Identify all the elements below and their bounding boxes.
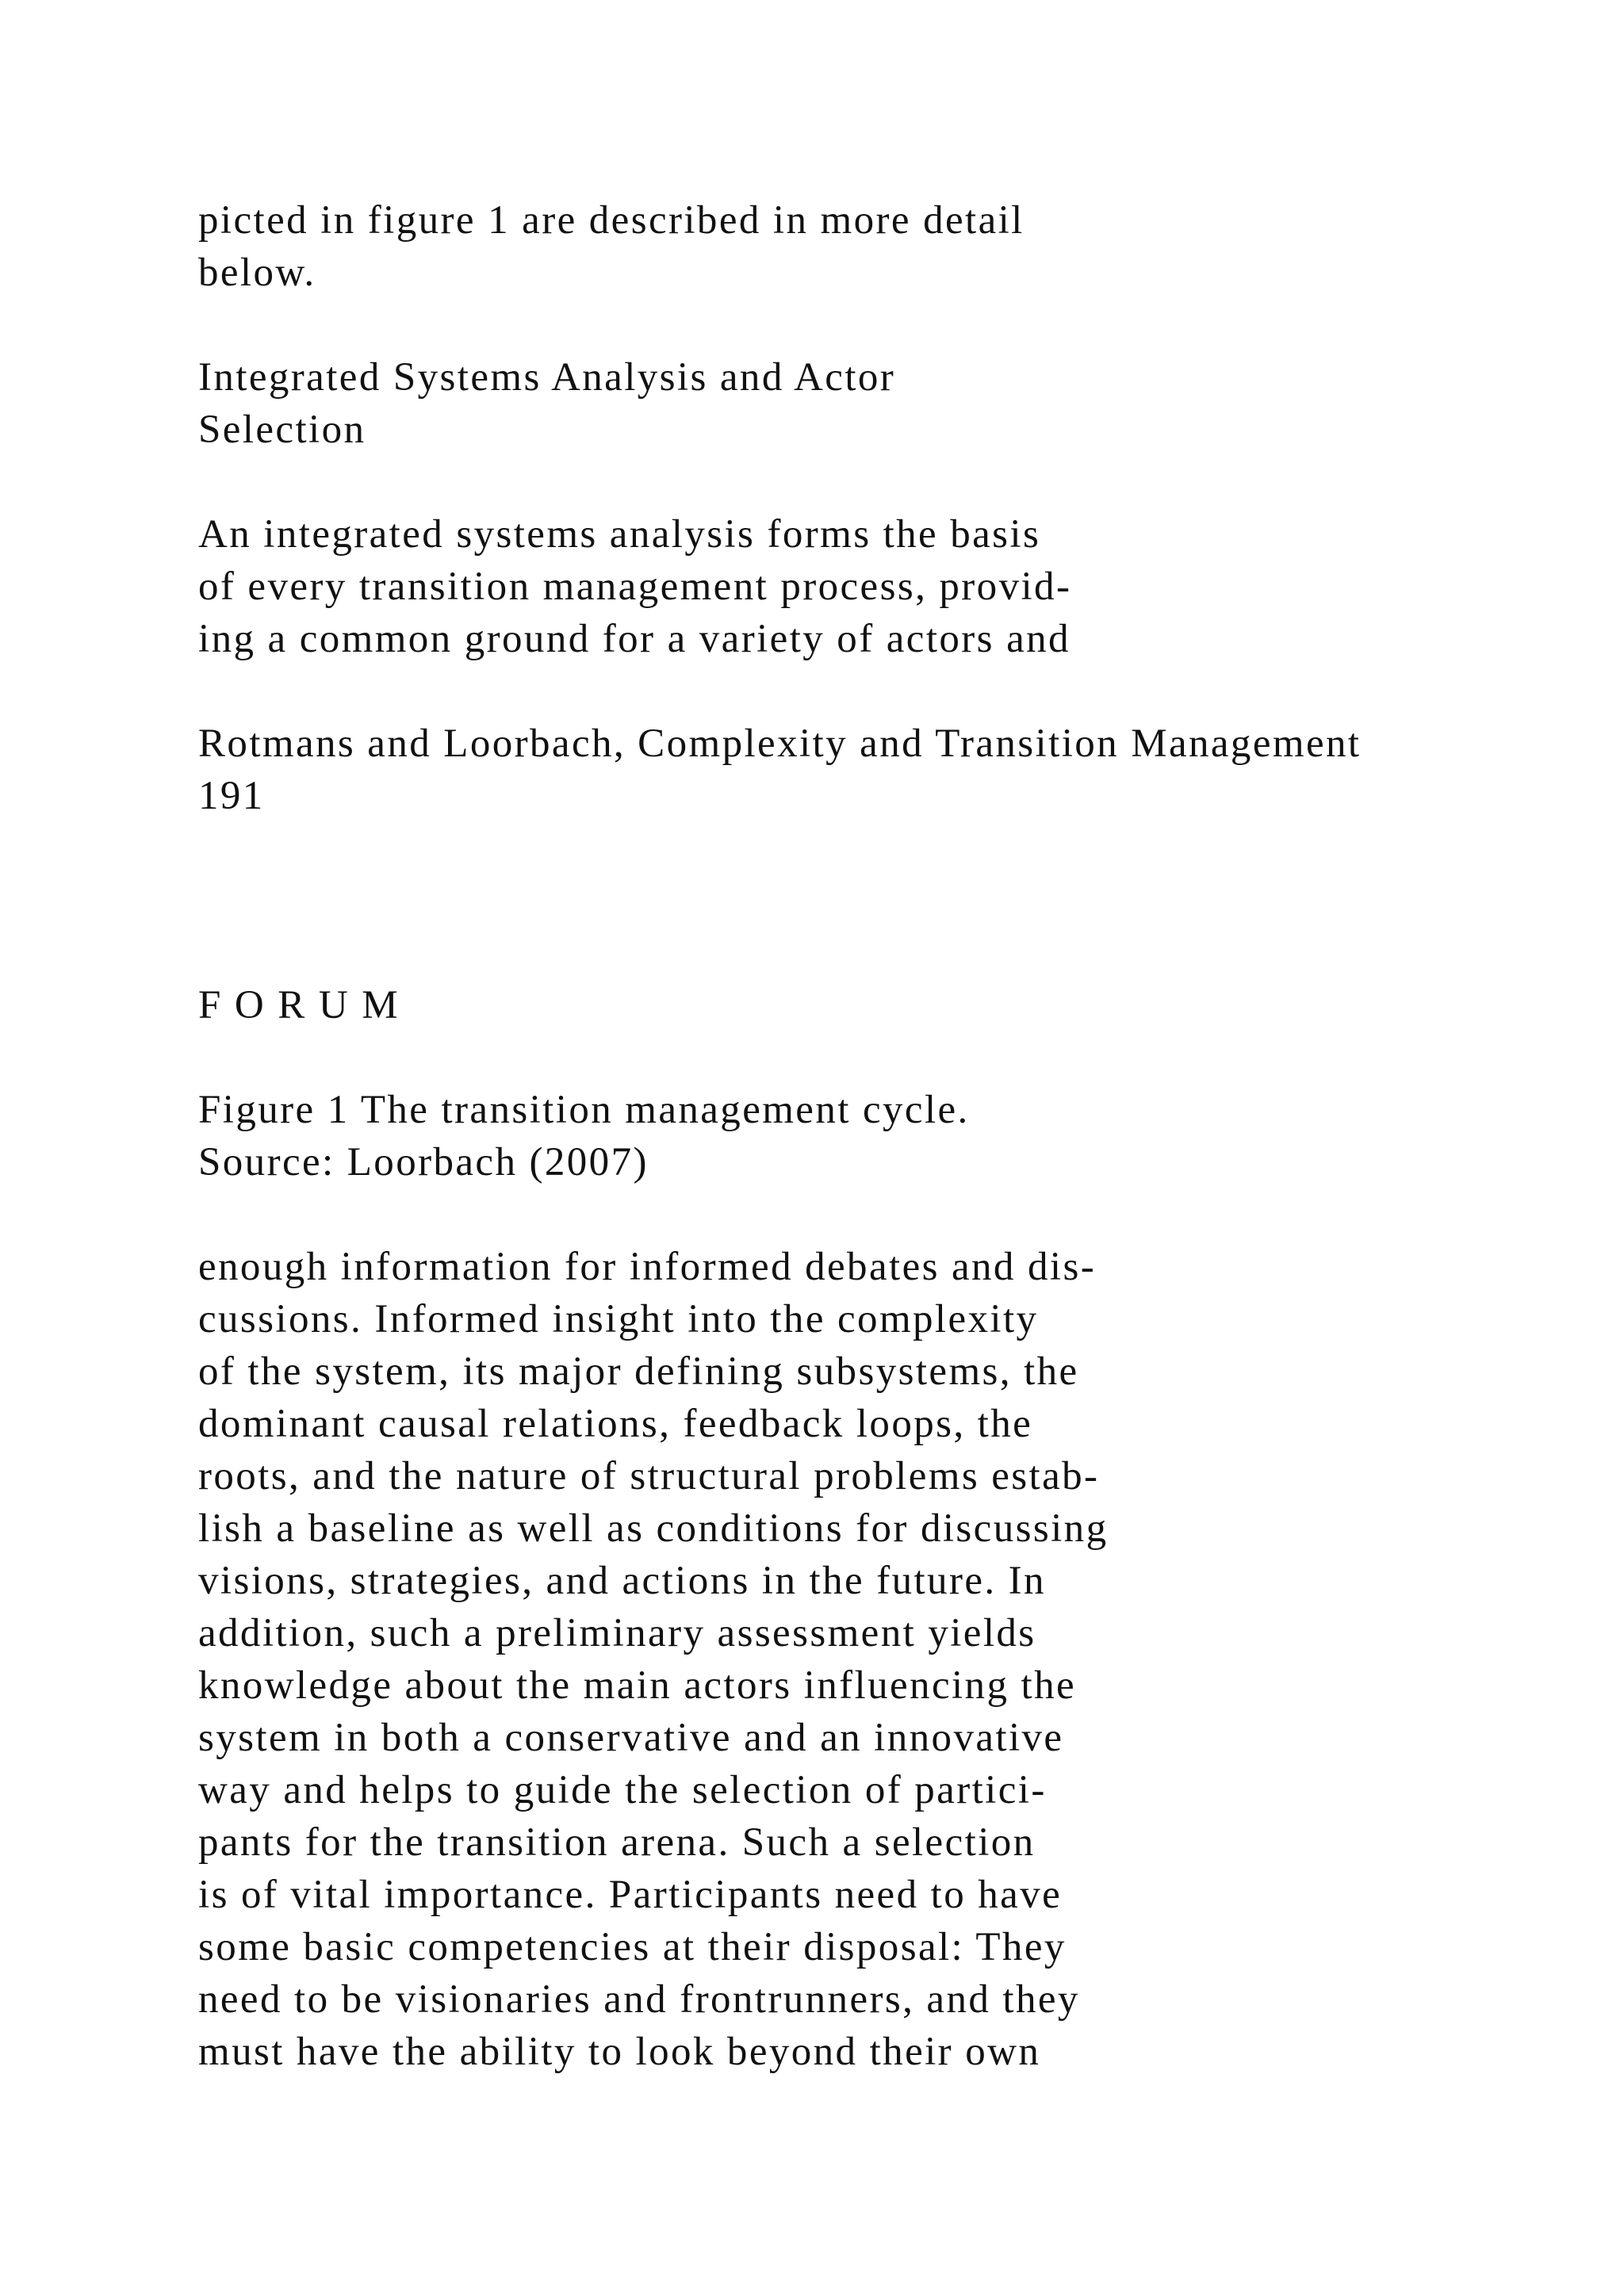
caption-line: Figure 1 The transition management cycle. (198, 1088, 970, 1132)
footer-citation: Rotmans and Loorbach, Complexity and Transition Management (198, 721, 1362, 766)
caption-line: Source: Loorbach (2007) (198, 1140, 649, 1184)
text-line: knowledge about the main actors influencing the (198, 1663, 1077, 1708)
text-line: dominant causal relations, feedback loops, the (198, 1402, 1033, 1446)
paragraph-2 (198, 1241, 1594, 2078)
text-line: some basic competencies at their disposal: They (198, 1925, 1067, 1969)
figure-caption (198, 1084, 1594, 1188)
text-line: enough information for informed debates and dis- (198, 1245, 1097, 1289)
section-heading (198, 351, 1594, 456)
text-line: need to be visionaries and frontrunners, and they (198, 1977, 1080, 2022)
text-line: lish a baseline as well as conditions for discussing (198, 1506, 1109, 1551)
heading-line: Integrated Systems Analysis and Actor (198, 355, 896, 400)
text-line: An integrated systems analysis forms the basis (198, 512, 1041, 557)
text-line: of the system, its major defining subsystems, the (198, 1349, 1079, 1394)
section-label: F O R U M (198, 983, 400, 1027)
text-line: below. (198, 251, 316, 295)
text-line: pants for the transition arena. Such a selection (198, 1820, 1036, 1865)
text-line: way and helps to guide the selection of partici- (198, 1768, 1047, 1812)
paragraph-1 (198, 508, 1594, 665)
text-line: ing a common ground for a variety of actors and (198, 617, 1071, 661)
text-line: cussions. Informed insight into the complexity (198, 1297, 1039, 1341)
text-line: is of vital importance. Participants need to have (198, 1873, 1063, 1917)
text-line: visions, strategies, and actions in the future. In (198, 1559, 1046, 1603)
heading-line: Selection (198, 408, 366, 452)
text-line: of every transition management process, provid- (198, 564, 1072, 609)
text-line: must have the ability to look beyond their own (198, 2030, 1041, 2074)
text-line: addition, such a preliminary assessment yields (198, 1611, 1036, 1655)
text-line: system in both a conservative and an innovative (198, 1716, 1064, 1760)
intro-text (198, 194, 1594, 299)
text-line: roots, and the nature of structural problems estab- (198, 1454, 1100, 1498)
document-page (198, 194, 1594, 2078)
text-line: picted in figure 1 are described in more detail (198, 198, 1025, 243)
running-footer (198, 718, 1594, 822)
page-number: 191 (198, 774, 265, 818)
